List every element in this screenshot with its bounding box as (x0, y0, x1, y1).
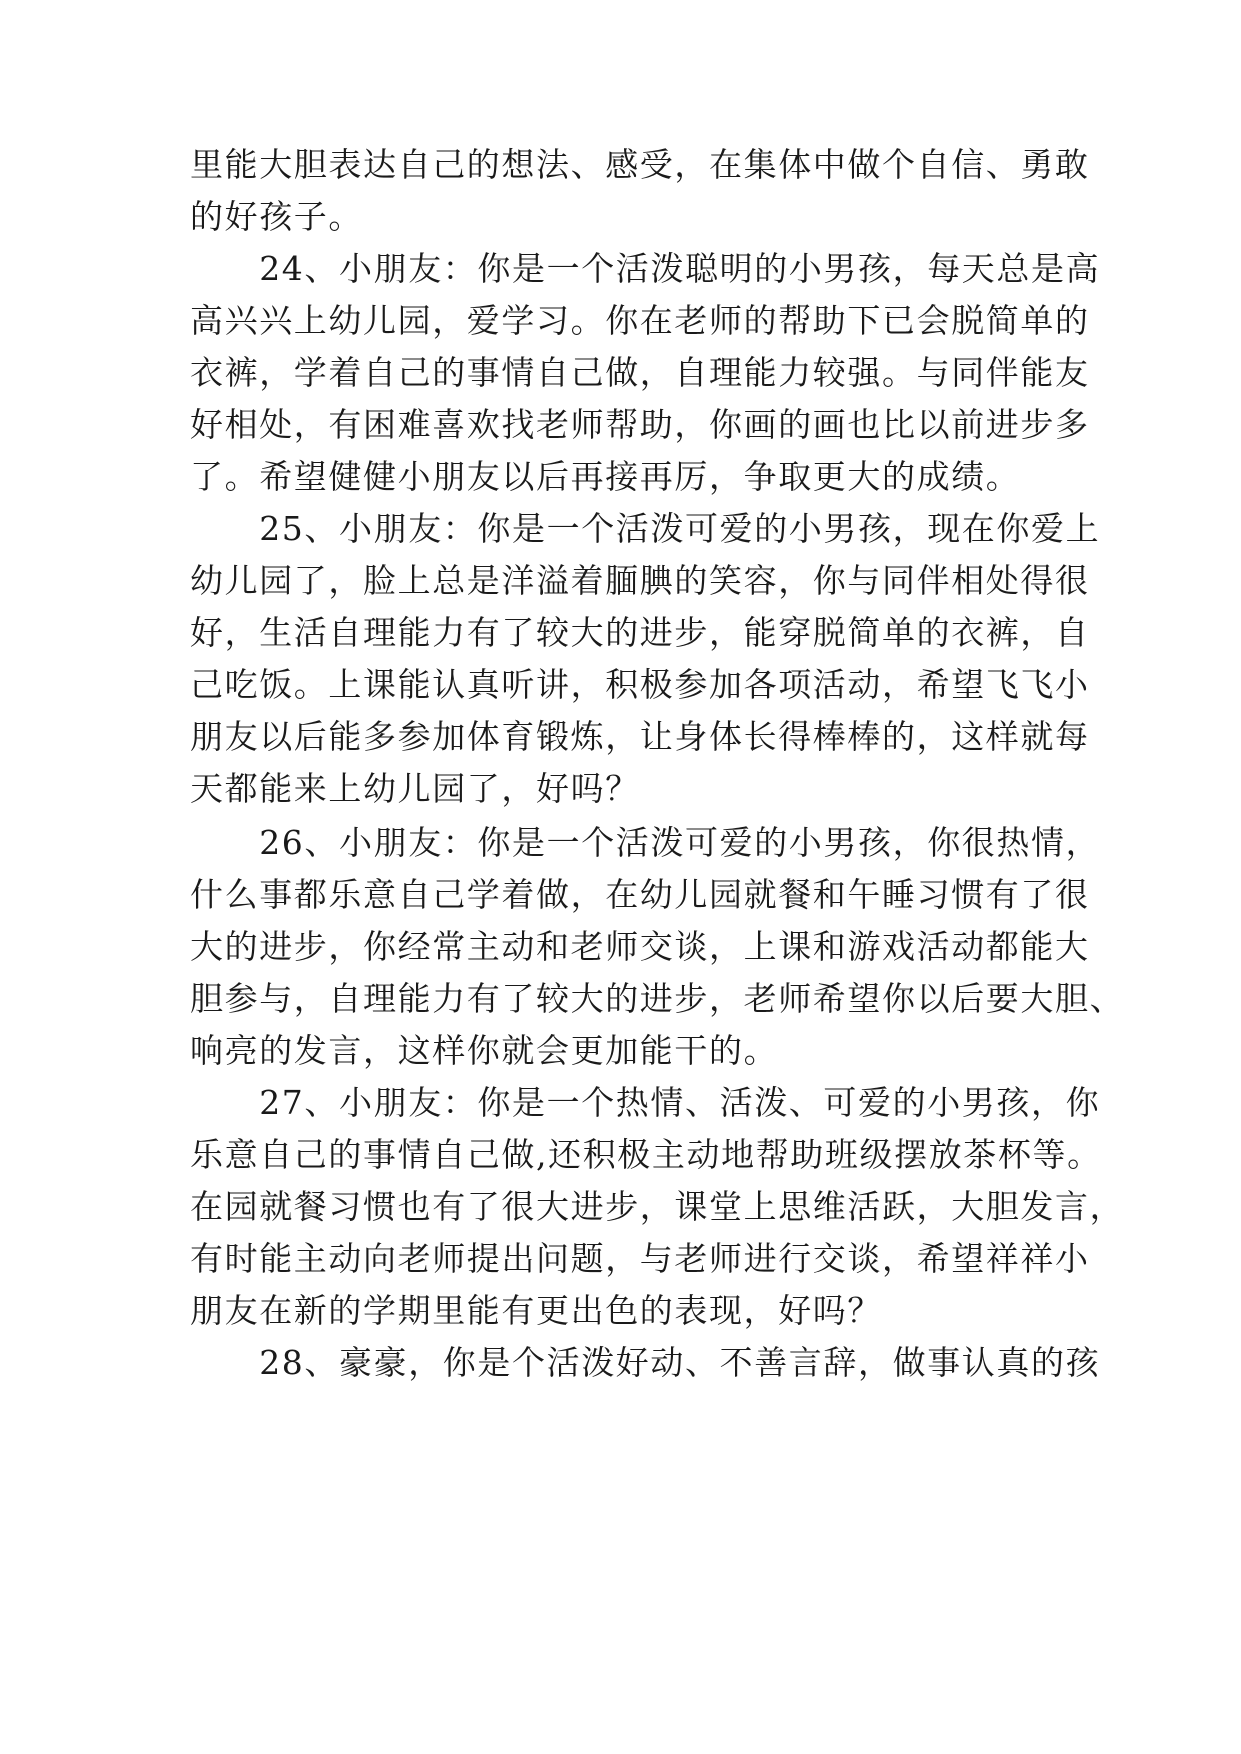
text-line: 朋友在新的学期里能有更出色的表现，好吗？ (190, 1291, 882, 1330)
text-line: 乐意自己的事情自己做,还积极主动地帮助班级摆放茶杯等。 (190, 1135, 1102, 1174)
text-line: 好，生活自理能力有了较大的进步，能穿脱简单的衣裤，自 (190, 613, 1090, 652)
text-line: 幼儿园了，脸上总是洋溢着腼腆的笑容，你与同伴相处得很 (190, 561, 1090, 600)
paragraph-28-start: 28、豪豪，你是个活泼好动、不善言辞，做事认真的孩 (190, 1343, 1101, 1382)
text-line: 了。希望健健小朋友以后再接再厉，争取更大的成绩。 (190, 457, 1021, 496)
text-line: 大的进步，你经常主动和老师交谈，上课和游戏活动都能大 (190, 927, 1090, 966)
paragraph-25-start: 25、小朋友：你是一个活泼可爱的小男孩，现在你爱上 (190, 509, 1101, 548)
text-line: 什么事都乐意自己学着做，在幼儿园就餐和午睡习惯有了很 (190, 875, 1090, 914)
text-line: 好相处，有困难喜欢找老师帮助，你画的画也比以前进步多 (190, 405, 1090, 444)
paragraph-24-start: 24、小朋友：你是一个活泼聪明的小男孩，每天总是高 (190, 249, 1101, 288)
paragraph-27-start: 27、小朋友：你是一个热情、活泼、可爱的小男孩，你 (190, 1083, 1101, 1122)
text-line: 天都能来上幼儿园了，好吗？ (190, 769, 640, 808)
text-line: 的好孩子。 (190, 197, 363, 236)
text-line: 高兴兴上幼儿园，爱学习。你在老师的帮助下已会脱简单的 (190, 301, 1090, 340)
text-line: 有时能主动向老师提出问题，与老师进行交谈，希望祥祥小 (190, 1239, 1090, 1278)
text-line: 朋友以后能多参加体育锻炼，让身体长得棒棒的，这样就每 (190, 717, 1090, 756)
text-line: 衣裤，学着自己的事情自己做，自理能力较强。与同伴能友 (190, 353, 1090, 392)
text-line: 里能大胆表达自己的想法、感受，在集体中做个自信、勇敢 (190, 145, 1090, 184)
text-line: 胆参与，自理能力有了较大的进步，老师希望你以后要大胆、 (190, 979, 1125, 1018)
paragraph-26-start: 26、小朋友：你是一个活泼可爱的小男孩，你很热情， (190, 823, 1101, 862)
text-line: 在园就餐习惯也有了很大进步，课堂上思维活跃，大胆发言， (190, 1187, 1125, 1226)
text-line: 己吃饭。上课能认真听讲，积极参加各项活动，希望飞飞小 (190, 665, 1090, 704)
text-line: 响亮的发言，这样你就会更加能干的。 (190, 1031, 779, 1070)
